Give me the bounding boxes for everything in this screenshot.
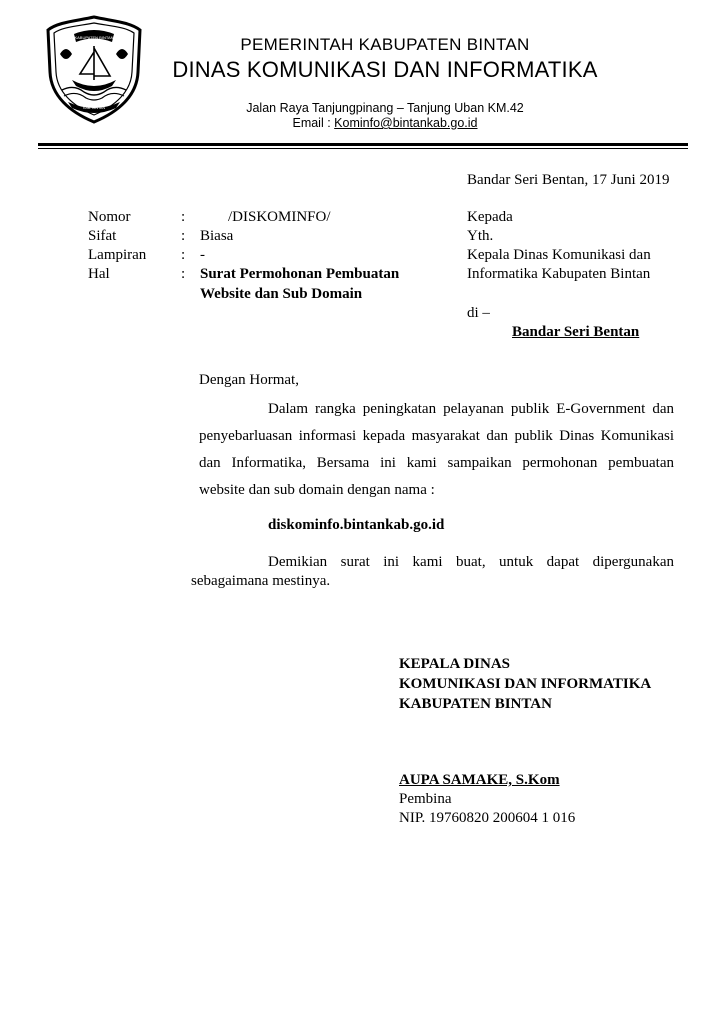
email-line [180,116,590,130]
svg-text:KAB. BINTAN: KAB. BINTAN [82,106,106,110]
paragraph1-line1: Dalam rangka peningkatan pelayanan publik E-Government dan [268,401,674,417]
email-label: Email : [292,116,335,130]
lampiran-colon: : [181,247,186,263]
hal-label: Hal [88,266,110,282]
paragraph2-line2: sebagaimana mestinya. [191,573,331,589]
email-link[interactable]: Kominfo@bintankab.go.id [334,116,478,130]
paragraph1-line2: penyebarluasan informasi kepada masyarakat dan publik Dinas Komunikasi [199,428,674,444]
bintan-regency-emblem [44,14,144,126]
salutation: Dengan Hormat, [199,372,299,388]
signatory-title-line1: KEPALA DINAS [399,656,510,672]
hal-value-line2: Website dan Sub Domain [200,286,363,302]
lampiran-label: Lampiran [88,247,147,263]
recipient-di: di – [467,305,490,321]
signatory-nip: NIP. 19760820 200604 1 016 [399,810,576,826]
nomor-colon: : [181,209,186,225]
signatory-name: AUPA SAMAKE, S.Kom [399,772,560,788]
signatory-rank: Pembina [399,791,452,807]
paragraph2-line1: Demikian surat ini kami buat, untuk dapat dipergunakan [268,554,674,570]
recipient-place: Bandar Seri Bentan [512,324,640,340]
sifat-label: Sifat [88,228,117,244]
requested-domain: diskominfo.bintankab.go.id [268,517,445,533]
nomor-label: Nomor [88,209,131,225]
sifat-colon: : [181,228,186,244]
hal-colon: : [181,266,186,282]
letterhead-divider-thin [38,148,688,149]
office-address: Jalan Raya Tanjungpinang – Tanjung Uban KM.42 [246,101,524,115]
recipient-line1: Kepala Dinas Komunikasi dan [467,247,651,263]
recipient-yth: Yth. [467,228,494,244]
government-title: PEMERINTAH KABUPATEN BINTAN [240,35,530,54]
signatory-title-line3: KABUPATEN BINTAN [399,696,552,712]
svg-text:KABUPATEN BINTAN: KABUPATEN BINTAN [74,35,114,40]
sifat-value: Biasa [200,228,234,244]
paragraph1-line4: website dan sub domain dengan nama : [199,482,435,498]
paragraph1-line3: dan Informatika, Bersama ini kami sampaikan permohonan pembuatan [199,455,674,471]
hal-value-line1: Surat Permohonan Pembuatan [200,266,400,282]
department-title: DINAS KOMUNIKASI DAN INFORMATIKA [172,57,598,82]
date-place: Bandar Seri Bentan, 17 Juni 2019 [467,172,670,188]
lampiran-value: - [200,247,205,263]
signatory-title-line2: KOMUNIKASI DAN INFORMATIKA [399,676,652,692]
nomor-value: /DISKOMINFO/ [228,209,331,225]
recipient-kepada: Kepada [467,209,513,225]
recipient-line2: Informatika Kabupaten Bintan [467,266,651,282]
letterhead-divider-thick [38,143,688,146]
